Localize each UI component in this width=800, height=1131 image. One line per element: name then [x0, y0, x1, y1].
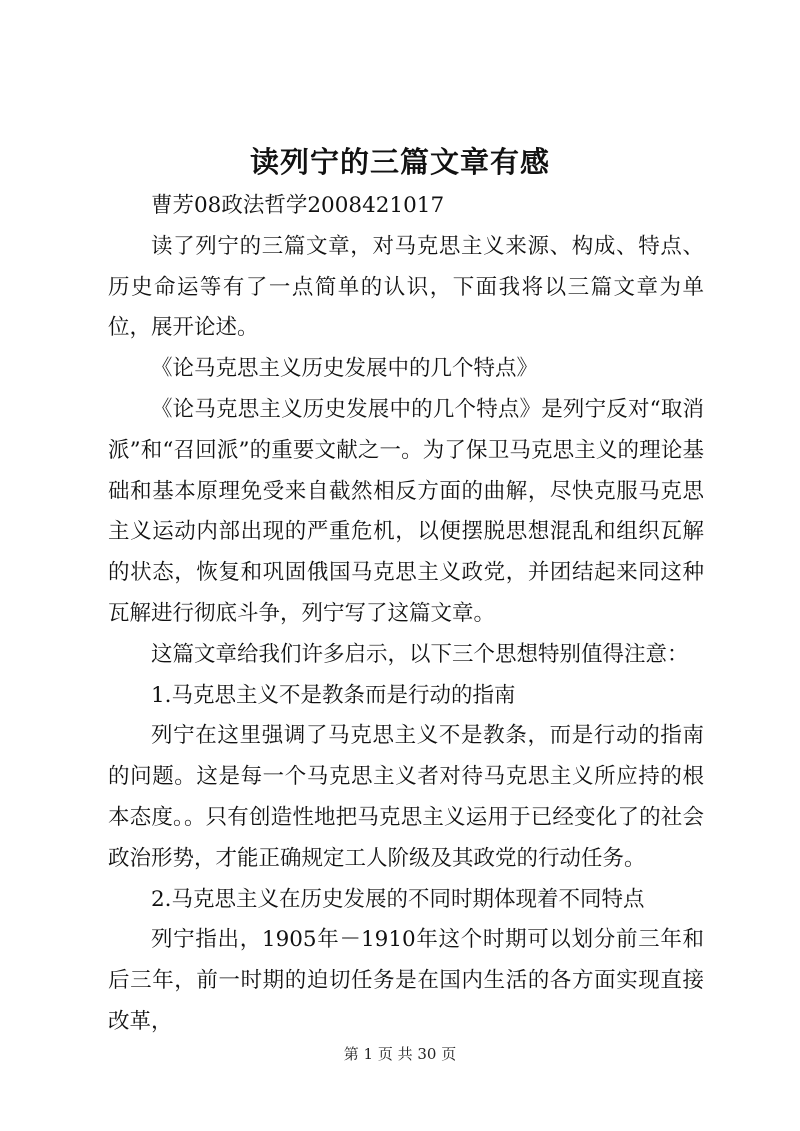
numbered-heading: 2.马克思主义在历史发展的不同时期体现着不同特点 [151, 886, 645, 912]
author-line: 曹芳08政法哲学2008421017 [151, 193, 445, 218]
section-heading: 《论马克思主义历史发展中的几个特点》 [151, 356, 539, 382]
document-title: 读列宁的三篇文章有感 [249, 145, 550, 179]
numbered-heading: 1.马克思主义不是教条而是行动的指南 [151, 682, 516, 708]
document-body [108, 186, 704, 1043]
body-paragraph: 这篇文章给我们许多启示，以下三个思想特别值得注意： [151, 641, 689, 667]
body-paragraph: 列宁指出，1905年－1910年这个时期可以划分前三年和后三年，前一时期的迫切任务是在国内生活的各方面实现直接改革， [108, 927, 704, 1034]
body-paragraph: 《论马克思主义历史发展中的几个特点》是列宁反对“取消派”和“召回派”的重要文献之一。为了保卫马克思主义的理论基础和基本原理免受来自截然相反方面的曲解，尽快克服马克思主义运动内部出现的严重危机，以便摆脱思想混乱和组织瓦解的状态，恢复和巩固俄国马克思主义政党，并团结起来同这种瓦解进行彻底斗争，列宁写了这篇文章。 [108, 396, 704, 626]
intro-paragraph: 读了列宁的三篇文章，对马克思主义来源、构成、特点、历史命运等有了一点简单的认识，下面我将以三篇文章为单位，展开论述。 [108, 233, 704, 341]
page-number-footer: 第 1 页 共 30 页 [343, 1045, 457, 1063]
body-paragraph: 列宁在这里强调了马克思主义不是教条，而是行动的指南的问题。这是每一个马克思主义者对待马克思主义所应持的根本态度。。只有创造性地把马克思主义运用于已经变化了的社会政治形势，才能正确规定工人阶级及其政党的行动任务。 [108, 723, 704, 871]
